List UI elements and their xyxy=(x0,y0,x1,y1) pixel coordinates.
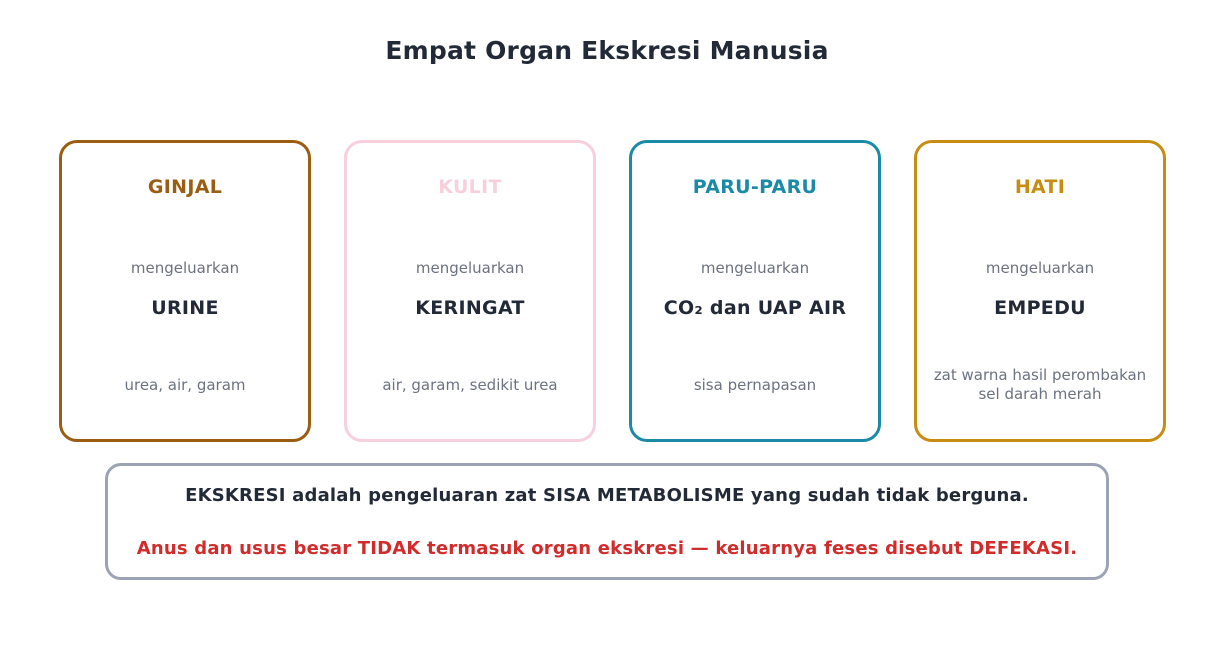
organ-name: KULIT xyxy=(438,176,502,198)
organ-verb: mengeluarkan xyxy=(700,259,810,277)
definition-text: EKSKRESI adalah pengeluaran zat SISA METABOLISME yang sudah tidak berguna. xyxy=(185,485,1029,506)
organ-description: air, garam, sedikit urea xyxy=(382,375,558,394)
organ-card-kulit xyxy=(344,140,596,442)
organ-name: PARU-PARU xyxy=(692,176,818,198)
definition-note-box xyxy=(105,463,1109,580)
organ-card-paru-paru xyxy=(629,140,881,442)
warning-text: Anus dan usus besar TIDAK termasuk organ ekskresi — keluarnya feses disebut DEFEKASI. xyxy=(136,538,1078,559)
organ-name: GINJAL xyxy=(147,176,223,198)
organ-card-ginjal xyxy=(59,140,311,442)
organ-card-hati xyxy=(914,140,1166,442)
organ-name: HATI xyxy=(1014,176,1066,198)
organ-product: KERINGAT xyxy=(415,297,525,319)
diagram-title: Empat Organ Ekskresi Manusia xyxy=(385,36,829,65)
organ-description: zat warna hasil perombakan sel darah merah xyxy=(933,366,1147,403)
organ-description: sisa pernapasan xyxy=(693,375,817,394)
organ-verb: mengeluarkan xyxy=(415,259,525,277)
organ-product: EMPEDU xyxy=(994,297,1086,319)
organ-verb: mengeluarkan xyxy=(130,259,240,277)
organ-product: CO₂ dan UAP AIR xyxy=(663,297,847,319)
organ-product: URINE xyxy=(151,297,219,319)
organ-description: urea, air, garam xyxy=(124,375,246,394)
organ-verb: mengeluarkan xyxy=(985,259,1095,277)
